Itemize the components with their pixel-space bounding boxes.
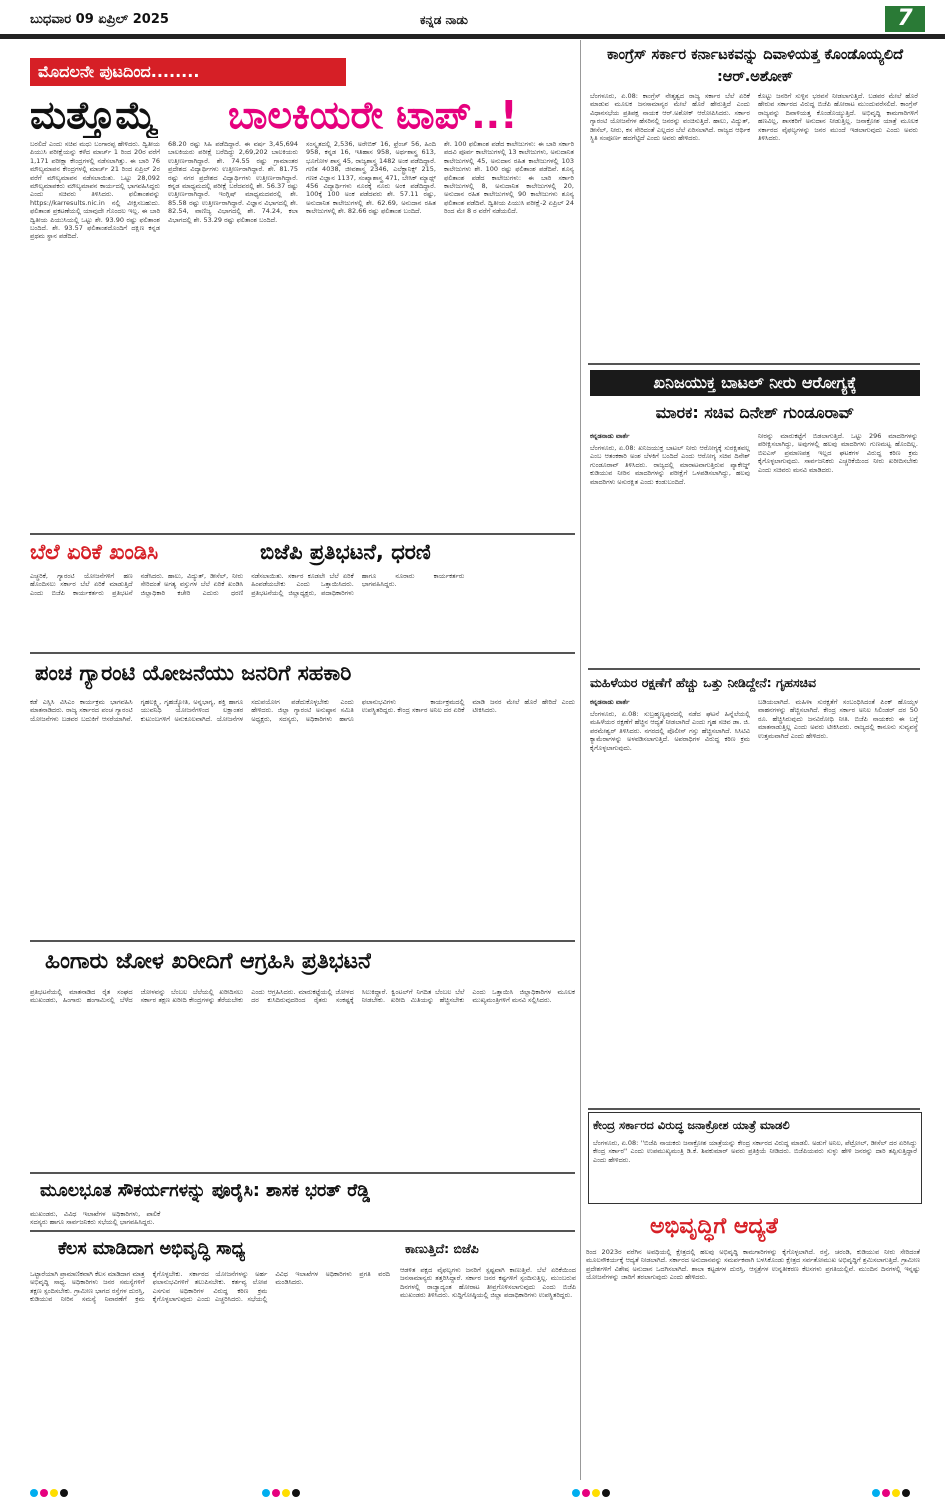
main-headline-part2: ಬಾಲಕಿಯರೇ ಟಾಪ್..! — [228, 93, 518, 137]
bjp-headline-black: ಬಿಜೆಪಿ ಪ್ರತಿಭಟನೆ, ಧರಣಿ — [260, 540, 431, 564]
janakrosha-headline: ಕೇಂದ್ರ ಸರ್ಕಾರದ ವಿರುದ್ಧ ಜನಾಕ್ರೋಶ ಯಾತ್ರೆ ಮಾಡಲಿ — [593, 1118, 790, 1132]
print-registration-marks — [30, 1489, 68, 1499]
main-story-col3: ಸಂಸ್ಕೃತದಲ್ಲಿ 2,536, ಅರೇಬಿಕ್ 16, ಫ್ರೆಂಚ್ 56, ಹಿಂದಿ 958, ಕನ್ನಡ 16, ಇತಿಹಾಸ 958, ಅರ್ಥಶಾಸ್ತ್ರ 613, ಭೂಗೋಳ ಶಾಸ್ತ್ರ 45, ರಾಜ್ಯಶಾಸ್ತ್ರ 1482 ಅಂಕ ಪಡೆದಿದ್ದಾರೆ. ಗಣಿತ 4038, ಜೀವಶಾಸ್ತ್ರ 2346, ಎಲೆಕ್ಟ್ರಾನಿಕ್ಸ್ 215, ಗಣಕ ವಿಜ್ಞಾನ 1137, ಸಂಖ್ಯಾಶಾಸ್ತ್ರ 471, ಬೇಸಿಕ್ ಮ್ಯಾಥ್ಸ್ 456 ವಿದ್ಯಾರ್ಥಿಗಳು ನೂರಕ್ಕೆ ನೂರು ಅಂಕ ಪಡೆದಿದ್ದಾರೆ. 100ಕ್ಕೆ 100 ಅಂಕ ಪಡೆದವರು ಶೇ. 57.11 ರಷ್ಟು, ಅನುದಾನಿತ ಕಾಲೇಜುಗಳಲ್ಲಿ ಶೇ. 62.69, ಅನುದಾನ ರಹಿತ ಕಾಲೇಜುಗಳಲ್ಲಿ ಶೇ. 82.66 ರಷ್ಟು ಫಲಿತಾಂಶ ಬಂದಿದೆ. — [306, 140, 436, 216]
date-bar — [0, 34, 945, 39]
right-top-col2: ಕೊಟ್ಟು ಜನರಿಗೆ ಸುಳ್ಳಿನ ಭರವಸೆ ನೀಡಲಾಗುತ್ತಿದೆ. ಬಡವರ ಮೇಲೆ ಹೊರೆ ಹೇರುವ ಸರ್ಕಾರದ ವಿರುದ್ಧ ಬಿಜೆಪಿ ಹೋರಾಟ ಮುಂದುವರೆಸಲಿದೆ. ಕಾಂಗ್ರೆಸ್ ರಾಜ್ಯವನ್ನು ದಿವಾಳಿಯತ್ತ ಕೊಂಡೊಯ್ಯುತ್ತಿದೆ. ಅಭಿವೃದ್ಧಿ ಕಾಮಗಾರಿಗಳಿಗೆ ಹಣವಿಲ್ಲ, ಶಾಸಕರಿಗೆ ಅನುದಾನ ನೀಡುತ್ತಿಲ್ಲ. ಜನಾಕ್ರೋಶ ಯಾತ್ರೆ ಮೂಲಕ ಸರ್ಕಾರದ ವೈಫಲ್ಯಗಳನ್ನು ಜನರ ಮುಂದೆ ಇಡಲಾಗುವುದು ಎಂದು ಅವರು ತಿಳಿಸಿದರು. — [758, 92, 918, 143]
kelasa-body: ಒಟ್ಟಾರೆಯಾಗಿ ಪ್ರಾಮಾಣಿಕವಾಗಿ ಕೆಲಸ ಮಾಡಿದಾಗ ಮಾತ್ರ ಅಭಿವೃದ್ಧಿ ಸಾಧ್ಯ. ಅಧಿಕಾರಿಗಳು ಜನರ ಸಮಸ್ಯೆಗಳಿಗೆ ತಕ್ಷಣ ಸ್ಪಂದಿಸಬೇಕು. ಗ್ರಾಮೀಣ ಭಾಗದ ರಸ್ತೆಗಳ ದುರಸ್ತಿ, ಕುಡಿಯುವ ನೀರಿನ ಸಮಸ್ಯೆ ನಿವಾರಣೆಗೆ ಕ್ರಮ ಕೈಗೊಳ್ಳಬೇಕು. ಸರ್ಕಾರದ ಯೋಜನೆಗಳನ್ನು ಅರ್ಹ ಫಲಾನುಭವಿಗಳಿಗೆ ತಲುಪಿಸಬೇಕು. ಕರ್ತವ್ಯ ಲೋಪ ಎಸಗುವ ಅಧಿಕಾರಿಗಳ ವಿರುದ್ಧ ಕಠಿಣ ಕ್ರಮ ಕೈಗೊಳ್ಳಲಾಗುವುದು ಎಂದು ಎಚ್ಚರಿಸಿದರು. ಸಭೆಯಲ್ಲಿ ವಿವಿಧ ಇಲಾಖೆಗಳ ಅಧಿಕಾರಿಗಳು ಪ್ರಗತಿ ವರದಿ ಮಂಡಿಸಿದರು. — [30, 1270, 390, 1304]
water-headline-line2: ಮಾರಕ: ಸಚಿವ ದಿನೇಶ್ ಗುಂಡೂರಾವ್ — [655, 403, 855, 422]
main-story-col4: ಶೇ. 100 ಫಲಿತಾಂಶ ಪಡೆದ ಕಾಲೇಜುಗಳು: ಈ ಬಾರಿ ಸರ್ಕಾರಿ ಪದವಿ ಪೂರ್ವ ಕಾಲೇಜುಗಳಲ್ಲಿ 13 ಕಾಲೇಜುಗಳು, ಅನುದಾನಿತ ಕಾಲೇಜುಗಳಲ್ಲಿ 45, ಅನುದಾನ ರಹಿತ ಕಾಲೇಜುಗಳಲ್ಲಿ 103 ಕಾಲೇಜುಗಳು ಶೇ. 100 ರಷ್ಟು ಫಲಿತಾಂಶ ಪಡೆದಿವೆ. ಶೂನ್ಯ ಫಲಿತಾಂಶ ಪಡೆದ ಕಾಲೇಜುಗಳು: ಈ ಬಾರಿ ಸರ್ಕಾರಿ ಕಾಲೇಜುಗಳಲ್ಲಿ 8, ಅನುದಾನಿತ ಕಾಲೇಜುಗಳಲ್ಲಿ 20, ಅನುದಾನ ರಹಿತ ಕಾಲೇಜುಗಳಲ್ಲಿ 90 ಕಾಲೇಜುಗಳು ಶೂನ್ಯ ಫಲಿತಾಂಶ ಪಡೆದಿವೆ. ದ್ವಿತೀಯ ಪಿಯುಸಿ ಪರೀಕ್ಷೆ-2 ಏಪ್ರಿಲ್ 24 ರಿಂದ ಮೇ 8 ರ ವರೆಗೆ ನಡೆಯಲಿದೆ. — [444, 140, 574, 216]
header-date: ಬುಧವಾರ 09 ಏಪ್ರಿಲ್ 2025 — [30, 12, 169, 27]
divider — [30, 1230, 575, 1232]
bijepi-headline: ಕಾಣುತ್ತಿದೆ: ಬಿಜೆಪಿ — [405, 1241, 479, 1256]
abhivruddhi-col1: ರಿಂದ 2023ರ ವರೆಗಿನ ಅವಧಿಯಲ್ಲಿ ಕ್ಷೇತ್ರದಲ್ಲಿ ಹಲವು ಅಭಿವೃದ್ಧಿ ಕಾಮಗಾರಿಗಳನ್ನು ಕೈಗೊಳ್ಳಲಾಗಿದೆ. ರಸ್ತೆ, ಚರಂಡಿ, ಕುಡಿಯುವ ನೀರು ಸೇರಿದಂತೆ ಮೂಲಸೌಕರ್ಯಕ್ಕೆ ಆದ್ಯತೆ ನೀಡಲಾಗಿದೆ. ಸರ್ಕಾರದ ಅನುದಾನವನ್ನು ಸಮರ್ಪಕವಾಗಿ ಬಳಸಿಕೊಂಡು ಕ್ಷೇತ್ರದ ಸರ್ವತೋಮುಖ ಅಭಿವೃದ್ಧಿಗೆ ಶ್ರಮಿಸಲಾಗುತ್ತಿದೆ. ಗ್ರಾಮೀಣ ಪ್ರದೇಶಗಳಿಗೆ ವಿಶೇಷ ಅನುದಾನ ಒದಗಿಸಲಾಗಿದೆ. ಶಾಲಾ ಕಟ್ಟಡಗಳ ದುರಸ್ತಿ, ಆಸ್ಪತ್ರೆಗಳ ಉನ್ನತೀಕರಣ ಕೆಲಸಗಳು ಪ್ರಗತಿಯಲ್ಲಿವೆ. ಮುಂದಿನ ದಿನಗಳಲ್ಲಿ ಇನ್ನಷ್ಟು ಯೋಜನೆಗಳನ್ನು ಜಾರಿಗೆ ತರಲಾಗುವುದು ಎಂದು ಹೇಳಿದರು. — [586, 1248, 920, 1282]
divider — [30, 533, 575, 535]
bijepi-body: ಆಡಳಿತ ಪಕ್ಷದ ವೈಫಲ್ಯಗಳು ಜನರಿಗೆ ಸ್ಪಷ್ಟವಾಗಿ ಕಾಣುತ್ತಿವೆ. ಬೆಲೆ ಏರಿಕೆಯಿಂದ ಜನಸಾಮಾನ್ಯರು ತತ್ತರಿಸಿದ್ದಾರೆ. ಸರ್ಕಾರ ಜನರ ಕಷ್ಟಗಳಿಗೆ ಸ್ಪಂದಿಸುತ್ತಿಲ್ಲ. ಮುಂಬರುವ ದಿನಗಳಲ್ಲಿ ರಾಜ್ಯಾದ್ಯಂತ ಹೋರಾಟ ತೀವ್ರಗೊಳಿಸಲಾಗುವುದು ಎಂದು ಬಿಜೆಪಿ ಮುಖಂಡರು ತಿಳಿಸಿದರು. ಸುದ್ದಿಗೋಷ್ಠಿಯಲ್ಲಿ ಜಿಲ್ಲಾ ಪದಾಧಿಕಾರಿಗಳು ಉಪಸ್ಥಿತರಿದ್ದರು. — [400, 1266, 576, 1300]
divider — [30, 1172, 575, 1174]
main-story-col2: 68.20 ರಷ್ಟು ಸಿಹಿ ಪಡೆದಿದ್ದಾರೆ. ಈ ವರ್ಷ 3,45,694 ಬಾಲಕಿಯರು ಪರೀಕ್ಷೆ ಬರೆದಿದ್ದು 2,69,202 ಬಾಲಕಿಯರು ಉತ್ತೀರ್ಣರಾಗಿದ್ದಾರೆ. ಶೇ. 74.55 ರಷ್ಟು ಗ್ರಾಮಾಂತರ ಪ್ರದೇಶದ ವಿದ್ಯಾರ್ಥಿಗಳು ಉತ್ತೀರ್ಣರಾಗಿದ್ದಾರೆ. ಶೇ. 81.75 ರಷ್ಟು ನಗರ ಪ್ರದೇಶದ ವಿದ್ಯಾರ್ಥಿಗಳು ಉತ್ತೀರ್ಣರಾಗಿದ್ದಾರೆ. ಕನ್ನಡ ಮಾಧ್ಯಮದಲ್ಲಿ ಪರೀಕ್ಷೆ ಬರೆದವರಲ್ಲಿ ಶೇ. 56.37 ರಷ್ಟು ಉತ್ತೀರ್ಣರಾಗಿದ್ದಾರೆ. ಇಂಗ್ಲಿಷ್ ಮಾಧ್ಯಮದವರಲ್ಲಿ ಶೇ. 85.58 ರಷ್ಟು ಉತ್ತೀರ್ಣರಾಗಿದ್ದಾರೆ. ವಿಜ್ಞಾನ ವಿಭಾಗದಲ್ಲಿ ಶೇ. 82.54, ವಾಣಿಜ್ಯ ವಿಭಾಗದಲ್ಲಿ ಶೇ. 74.24, ಕಲಾ ವಿಭಾಗದಲ್ಲಿ ಶೇ. 53.29 ರಷ್ಟು ಫಲಿತಾಂಶ ಬಂದಿದೆ. — [168, 140, 298, 224]
women-col1: ಬೆಂಗಳೂರು, ಏ.08: ಸುಬ್ರಹ್ಮಣ್ಯಪುರದಲ್ಲಿ ನಡೆದ ಘಟನೆ ಹಿನ್ನೆಲೆಯಲ್ಲಿ ಮಹಿಳೆಯರ ರಕ್ಷಣೆಗೆ ಹೆಚ್ಚಿನ ಆದ್ಯತೆ ನೀಡಲಾಗಿದೆ ಎಂದು ಗೃಹ ಸಚಿವ ಡಾ. ಜಿ. ಪರಮೇಶ್ವರ್ ತಿಳಿಸಿದರು. ನಗರದಲ್ಲಿ ಪೊಲೀಸ್ ಗಸ್ತು ಹೆಚ್ಚಿಸಲಾಗಿದೆ. ಸಿಸಿಟಿವಿ ಕ್ಯಾಮೆರಾಗಳನ್ನು ಅಳವಡಿಸಲಾಗುತ್ತಿದೆ. ಅಪರಾಧಿಗಳ ವಿರುದ್ಧ ಕಠಿಣ ಕ್ರಮ ಕೈಗೊಳ್ಳಲಾಗುವುದು. — [590, 710, 750, 752]
right-top-headline: ಕಾಂಗ್ರೆಸ್ ಸರ್ಕಾರ ಕರ್ನಾಟಕವನ್ನು ದಿವಾಳಿಯತ್ತ ಕೊಂಡೊಯ್ಯಲಿದೆ :ಆರ್.ಅಶೋಕ್ — [606, 47, 904, 85]
section-tag: ಮೊದಲನೇ ಪುಟದಿಂದ........ — [30, 58, 346, 86]
jola-body: ಪ್ರತಿಭಟನೆಯಲ್ಲಿ ಮಾತನಾಡಿದ ರೈತ ಸಂಘದ ಮುಖಂಡರು, ಹಿಂಗಾರು ಹಂಗಾಮಿನಲ್ಲಿ ಬೆಳೆದ ಜೋಳವನ್ನು ಬೆಂಬಲ ಬೆಲೆಯಲ್ಲಿ ಖರೀದಿಸಲು ಸರ್ಕಾರ ತಕ್ಷಣ ಖರೀದಿ ಕೇಂದ್ರಗಳನ್ನು ತೆರೆಯಬೇಕು ಎಂದು ಆಗ್ರಹಿಸಿದರು. ಮಾರುಕಟ್ಟೆಯಲ್ಲಿ ಜೋಳದ ದರ ಕುಸಿದಿರುವುದರಿಂದ ರೈತರು ಸಂಕಷ್ಟಕ್ಕೆ ಸಿಲುಕಿದ್ದಾರೆ. ಕ್ವಿಂಟಲ್‌ಗೆ ನಿಗದಿತ ಬೆಂಬಲ ಬೆಲೆ ನೀಡಬೇಕು. ಖರೀದಿ ಮಿತಿಯನ್ನು ಹೆಚ್ಚಿಸಬೇಕು ಎಂದು ಒತ್ತಾಯಿಸಿ ಜಿಲ್ಲಾಧಿಕಾರಿಗಳ ಮೂಲಕ ಮುಖ್ಯಮಂತ್ರಿಗಳಿಗೆ ಮನವಿ ಸಲ್ಲಿಸಿದರು. — [30, 988, 575, 1005]
women-col2: ಬಡಿಯಲಾಗಿದೆ. ಮಹಿಳಾ ಸುರಕ್ಷತೆಗೆ ಸಂಬಂಧಿಸಿದಂತೆ ಪಿಂಕ್ ಹೊಯ್ಸಳ ವಾಹನಗಳನ್ನು ಹೆಚ್ಚಿಸಲಾಗಿದೆ. ಕೇಂದ್ರ ಸರ್ಕಾರ ಅನಿಲ ಸಿಲಿಂಡರ್ ದರ 50 ರೂ. ಹೆಚ್ಚಿಸಿರುವುದು ಜನವಿರೋಧಿ ನೀತಿ. ಬಿಜೆಪಿ ನಾಯಕರು ಈ ಬಗ್ಗೆ ಮಾತನಾಡುತ್ತಿಲ್ಲ ಎಂದು ಅವರು ಟೀಕಿಸಿದರು. ರಾಜ್ಯದಲ್ಲಿ ಕಾನೂನು ಸುವ್ಯವಸ್ಥೆ ಉತ್ತಮವಾಗಿದೆ ಎಂದು ಹೇಳಿದರು. — [758, 698, 918, 740]
divider — [588, 1108, 920, 1110]
water-headline-line1: ಖನಿಜಯುಕ್ತ ಬಾಟಲ್ ನೀರು ಆರೋಗ್ಯಕ್ಕೆ — [590, 370, 920, 396]
water-col2: ನೀರನ್ನು ಮಾರುಕಟ್ಟೆಗೆ ಬಿಡಲಾಗುತ್ತಿದೆ. ಒಟ್ಟು 296 ಮಾದರಿಗಳನ್ನು ಪರೀಕ್ಷಿಸಲಾಗಿದ್ದು, ಅವುಗಳಲ್ಲಿ ಹಲವು ಮಾದರಿಗಳು ಗುಣಮಟ್ಟ ಹೊಂದಿಲ್ಲ. ಬಿಐಎಸ್ ಪ್ರಮಾಣಪತ್ರ ಇಲ್ಲದ ಘಟಕಗಳ ವಿರುದ್ಧ ಕಠಿಣ ಕ್ರಮ ಕೈಗೊಳ್ಳಲಾಗುವುದು. ಸಾರ್ವಜನಿಕರು ಎಚ್ಚರಿಕೆಯಿಂದ ನೀರು ಖರೀದಿಸಬೇಕು ಎಂದು ಸಚಿವರು ಮನವಿ ಮಾಡಿದರು. — [758, 432, 918, 474]
main-headline-part1: ಮತ್ತೊಮ್ಮೆ — [30, 93, 159, 137]
women-byline: ಕನ್ನಡನಾಡು ವಾರ್ತೆ — [590, 698, 630, 706]
page-header — [0, 0, 945, 40]
jola-headline: ಹಿಂಗಾರು ಜೋಳ ಖರೀದಿಗೆ ಆಗ್ರಹಿಸಿ ಪ್ರತಿಭಟನೆ — [45, 949, 372, 974]
divider — [30, 940, 575, 942]
divider — [588, 363, 920, 365]
masthead: ಕನ್ನಡ ನಾಡು — [420, 13, 468, 27]
divider — [588, 668, 920, 670]
kelasa-headline: ಕೆಲಸ ಮಾಡಿದಾಗ ಅಭಿವೃದ್ಧಿ ಸಾಧ್ಯ — [58, 1239, 246, 1259]
divider — [30, 652, 575, 654]
women-headline: ಮಹಿಳೆಯರ ರಕ್ಷಣೆಗೆ ಹೆಚ್ಚು ಒತ್ತು ನೀಡಿದ್ದೇನೆ: ಗೃಹಸಚಿವ — [590, 675, 816, 690]
guarantee-body: ಕಡೆ ಎಸ್ಸಿಸಿ ವಿಸಿಎಂ ಕಾರ್ಯಕ್ರಮ ಭಾಗವಹಿಸಿ ಮಾತನಾಡಿದರು. ರಾಜ್ಯ ಸರ್ಕಾರದ ಪಂಚ ಗ್ಯಾರಂಟಿ ಯೋಜನೆಗಳು ಬಡವರ ಬದುಕಿಗೆ ಆಸರೆಯಾಗಿವೆ. ಗೃಹಲಕ್ಷ್ಮಿ, ಗೃಹಜ್ಯೋತಿ, ಅನ್ನಭಾಗ್ಯ, ಶಕ್ತಿ ಹಾಗೂ ಯುವನಿಧಿ ಯೋಜನೆಗಳಿಂದ ಲಕ್ಷಾಂತರ ಕುಟುಂಬಗಳಿಗೆ ಅನುಕೂಲವಾಗಿದೆ. ಯೋಜನೆಗಳ ಸದುಪಯೋಗ ಪಡೆದುಕೊಳ್ಳಬೇಕು ಎಂದು ಹೇಳಿದರು. ಜಿಲ್ಲಾ ಗ್ಯಾರಂಟಿ ಅನುಷ್ಠಾನ ಸಮಿತಿ ಅಧ್ಯಕ್ಷರು, ಸದಸ್ಯರು, ಅಧಿಕಾರಿಗಳು ಹಾಗೂ ಫಲಾನುಭವಿಗಳು ಕಾರ್ಯಕ್ರಮದಲ್ಲಿ ಉಪಸ್ಥಿತರಿದ್ದರು. ಕೇಂದ್ರ ಸರ್ಕಾರ ಅನಿಲ ದರ ಏರಿಕೆ ಮಾಡಿ ಜನರ ಮೇಲೆ ಹೊರೆ ಹೇರಿದೆ ಎಂದು ಟೀಕಿಸಿದರು. — [30, 698, 575, 723]
bjp-headline-red: ಬೆಲೆ ಏರಿಕೆ ಖಂಡಿಸಿ — [30, 540, 159, 564]
janakrosha-body: ಬೆಂಗಳೂರು, ಏ.08: ''ಬಿಜೆಪಿ ನಾಯಕರು ಜನಾಕ್ರೋಶ ಯಾತ್ರೆಯನ್ನು ಕೇಂದ್ರ ಸರ್ಕಾರದ ವಿರುದ್ಧ ಮಾಡಲಿ. ಅಡುಗೆ ಅನಿಲ, ಪೆಟ್ರೋಲ್, ಡೀಸೆಲ್ ದರ ಏರಿಸಿದ್ದು ಕೇಂದ್ರ ಸರ್ಕಾರ'' ಎಂದು ಉಪಮುಖ್ಯಮಂತ್ರಿ ಡಿ.ಕೆ. ಶಿವಕುಮಾರ್ ಅವರು ಪ್ರತಿಕ್ರಿಯೆ ನೀಡಿದರು. ಬಿಜೆಪಿಯವರು ಸುಳ್ಳು ಹೇಳಿ ಜನರನ್ನು ದಾರಿ ತಪ್ಪಿಸುತ್ತಿದ್ದಾರೆ ಎಂದು ಹೇಳಿದರು. — [593, 1139, 917, 1164]
bharath-headline: ಮೂಲಭೂತ ಸೌಕರ್ಯಗಳನ್ನು ಪೂರೈಸಿ: ಶಾಸಕ ಭರತ್ ರೆಡ್ಡಿ — [40, 1181, 371, 1201]
print-registration-marks — [872, 1489, 910, 1499]
janakrosha-box — [588, 1112, 922, 1204]
main-story-col1: ಬರಲಿದೆ ಎಂದು ಸಚಿವ ಮಧು ಬಂಗಾರಪ್ಪ ಹೇಳಿದರು. ದ್ವಿತೀಯ ಪಿಯುಸಿ ಪರೀಕ್ಷೆಯನ್ನು ಕಳೆದ ಮಾರ್ಚ್ 1 ರಿಂದ 20ರ ವರೆಗೆ 1,171 ಪರೀಕ್ಷಾ ಕೇಂದ್ರಗಳಲ್ಲಿ ನಡೆಸಲಾಗಿತ್ತು. ಈ ಬಾರಿ 76 ಮೌಲ್ಯಮಾಪನ ಕೇಂದ್ರಗಳಲ್ಲಿ ಮಾರ್ಚ್ 21 ರಿಂದ ಏಪ್ರಿಲ್ 2ರ ವರೆಗೆ ಮೌಲ್ಯಮಾಪನ ನಡೆಸಲಾಯಿತು. ಒಟ್ಟು 28,092 ಮೌಲ್ಯಮಾಪಕರು ಮೌಲ್ಯಮಾಪನ ಕಾರ್ಯದಲ್ಲಿ ಭಾಗವಹಿಸಿದ್ದರು ಎಂದು ಸಚಿವರು ತಿಳಿಸಿದರು. ಫಲಿತಾಂಶವನ್ನು https://karresults.nic.in ನಲ್ಲಿ ವೀಕ್ಷಿಸಬಹುದು. ಫಲಿತಾಂಶ ಪ್ರಕಟಣೆಯಲ್ಲಿ ಯಾವುದೇ ಗೊಂದಲ ಇಲ್ಲ. ಈ ಬಾರಿ ದ್ವಿತೀಯ ಪಿಯುಸಿಯಲ್ಲಿ ಒಟ್ಟು ಶೇ. 93.90 ರಷ್ಟು ಫಲಿತಾಂಶ ಬಂದಿದೆ. ಶೇ. 93.57 ಫಲಿತಾಂಶದೊಂದಿಗೆ ದಕ್ಷಿಣ ಕನ್ನಡ ಪ್ರಥಮ ಸ್ಥಾನ ಪಡೆದಿದೆ. — [30, 140, 160, 241]
print-registration-marks — [572, 1489, 610, 1499]
bharath-body: ಮುಖಂಡರು, ವಿವಿಧ ಇಲಾಖೆಗಳ ಅಧಿಕಾರಿಗಳು, ಪಾಲಿಕೆ ಸದಸ್ಯರು ಹಾಗೂ ಸಾರ್ವಜನಿಕರು ಸಭೆಯಲ್ಲಿ ಭಾಗವಹಿಸಿದ್ದರು. — [30, 1210, 161, 1227]
guarantee-headline: ಪಂಚ ಗ್ಯಾರಂಟಿ ಯೋಜನೆಯು ಜನರಿಗೆ ಸಹಕಾರಿ — [35, 661, 352, 685]
bjp-body: ಎಚ್ಚರಿಕೆ, ಗ್ಯಾರಂಟಿ ಯೋಜನೆಗಳಿಗೆ ಹಣ ಹೊಂದಿಸಲು ಸರ್ಕಾರ ಬೆಲೆ ಏರಿಕೆ ಮಾಡುತ್ತಿದೆ ಎಂದು ಬಿಜೆಪಿ ಕಾರ್ಯಕರ್ತರು ಪ್ರತಿಭಟನೆ ನಡೆಸಿದರು. ಹಾಲು, ವಿದ್ಯುತ್, ಡೀಸೆಲ್, ನೀರು ಸೇರಿದಂತೆ ಅಗತ್ಯ ವಸ್ತುಗಳ ಬೆಲೆ ಏರಿಕೆ ಖಂಡಿಸಿ ಜಿಲ್ಲಾಧಿಕಾರಿ ಕಚೇರಿ ಎದುರು ಧರಣಿ ನಡೆಸಲಾಯಿತು. ಸರ್ಕಾರ ಕೂಡಲೇ ಬೆಲೆ ಏರಿಕೆ ಹಿಂಪಡೆಯಬೇಕು ಎಂದು ಒತ್ತಾಯಿಸಿದರು. ಪ್ರತಿಭಟನೆಯಲ್ಲಿ ಜಿಲ್ಲಾಧ್ಯಕ್ಷರು, ಪದಾಧಿಕಾರಿಗಳು ಹಾಗೂ ನೂರಾರು ಕಾರ್ಯಕರ್ತರು ಭಾಗವಹಿಸಿದ್ದರು. — [30, 572, 465, 597]
water-col1: ಬೆಂಗಳೂರು, ಏ.08: ಖನಿಜಯುಕ್ತ ಬಾಟಲ್ ನೀರು ಆರೋಗ್ಯಕ್ಕೆ ಸುರಕ್ಷಿತವಲ್ಲ ಎಂಬ ಆತಂಕಕಾರಿ ಅಂಶ ಬೆಳಕಿಗೆ ಬಂದಿದೆ ಎಂದು ಆರೋಗ್ಯ ಸಚಿವ ದಿನೇಶ್ ಗುಂಡೂರಾವ್ ತಿಳಿಸಿದರು. ರಾಜ್ಯದಲ್ಲಿ ಮಾರಾಟವಾಗುತ್ತಿರುವ ಪ್ಯಾಕೇಜ್ಡ್ ಕುಡಿಯುವ ನೀರಿನ ಮಾದರಿಗಳನ್ನು ಪರೀಕ್ಷೆಗೆ ಒಳಪಡಿಸಲಾಗಿದ್ದು, ಹಲವು ಮಾದರಿಗಳು ಅಸುರಕ್ಷಿತ ಎಂದು ಕಂಡುಬಂದಿದೆ. — [590, 444, 750, 486]
water-byline: ಕನ್ನಡನಾಡು ವಾರ್ತೆ — [590, 432, 630, 440]
right-top-col1: ಬೆಂಗಳೂರು, ಏ.08: ಕಾಂಗ್ರೆಸ್ ನೇತೃತ್ವದ ರಾಜ್ಯ ಸರ್ಕಾರ ಬೆಲೆ ಏರಿಕೆ ಮಾಡುವ ಮೂಲಕ ಜನಸಾಮಾನ್ಯರ ಮೇಲೆ ಹೊರೆ ಹೇರುತ್ತಿದೆ ಎಂದು ವಿಧಾನಸಭೆಯ ಪ್ರತಿಪಕ್ಷ ನಾಯಕ ಆರ್.ಅಶೋಕ್ ಆರೋಪಿಸಿದರು. ಸರ್ಕಾರ ಗ್ಯಾರಂಟಿ ಯೋಜನೆಗಳ ಹೆಸರಿನಲ್ಲಿ ಜನರನ್ನು ವಂಚಿಸುತ್ತಿದೆ. ಹಾಲು, ವಿದ್ಯುತ್, ಡೀಸೆಲ್, ನೀರು, ಕಸ ಸೇರಿದಂತೆ ಎಲ್ಲದರ ಬೆಲೆ ಏರಿಸಲಾಗಿದೆ. ರಾಜ್ಯದ ಆರ್ಥಿಕ ಸ್ಥಿತಿ ಸಂಪೂರ್ಣ ಹದಗೆಟ್ಟಿದೆ ಎಂದು ಅವರು ಹೇಳಿದರು. — [590, 92, 750, 143]
print-registration-marks — [262, 1489, 300, 1499]
column-divider — [580, 40, 581, 1480]
abhivruddhi-headline: ಅಭಿವೃದ್ಧಿಗೆ ಆದ್ಯತೆ — [650, 1214, 779, 1239]
page-number: 7 — [885, 6, 925, 32]
